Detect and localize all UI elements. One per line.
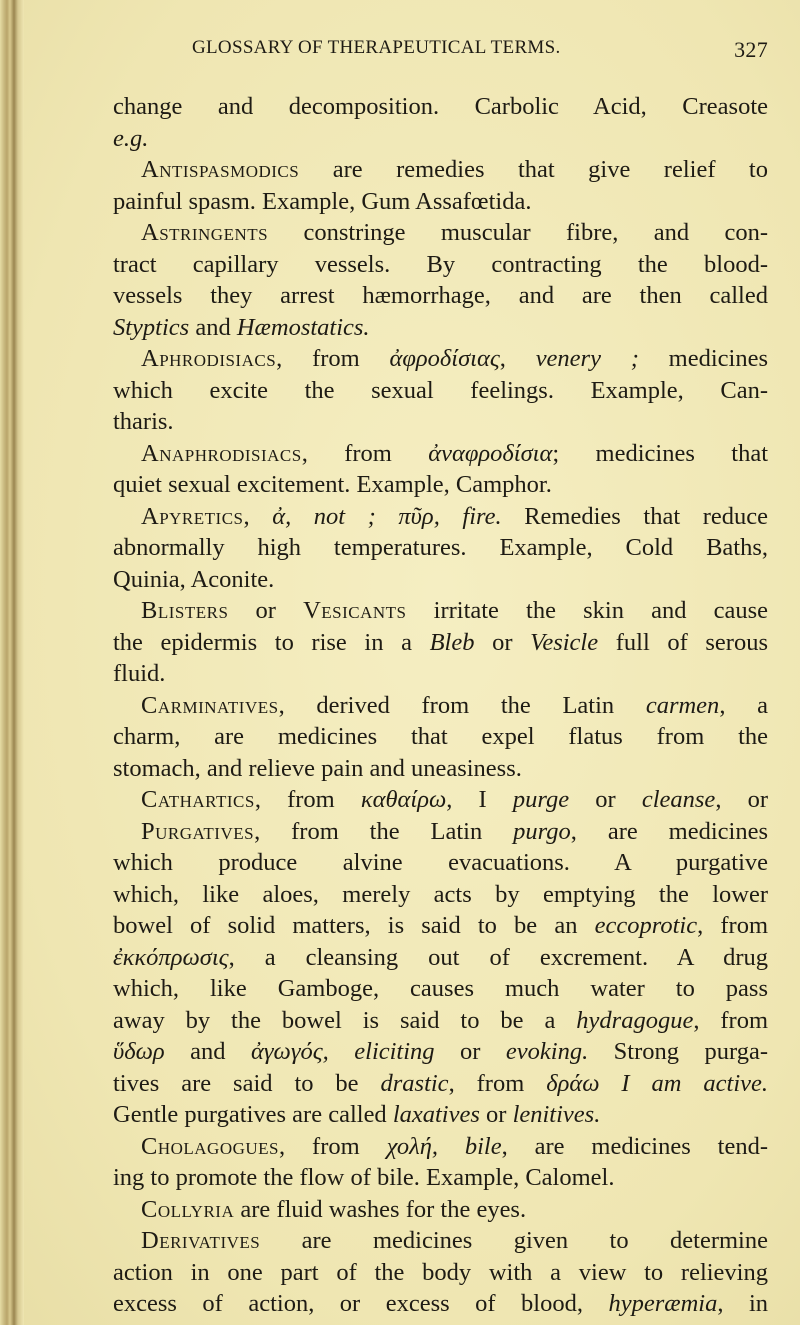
italic-text: carmen [645, 691, 720, 719]
glossary-term: Collyria [141, 1195, 235, 1223]
text-run: bowel of solid matters, is said to be an [113, 912, 595, 939]
text-line [113, 879, 768, 911]
text-run: , from [279, 1132, 387, 1160]
text-line [113, 501, 768, 533]
text-line [113, 595, 768, 627]
text-run: quiet sexual excitement. Example, Camphor. [113, 471, 552, 498]
text-line [113, 721, 768, 753]
text-line [113, 658, 768, 690]
glossary-term: Antispasmodics [141, 156, 300, 183]
text-line [113, 123, 768, 155]
glossary-term: Purgatives [141, 817, 255, 845]
text-run: or [228, 597, 304, 624]
text-line [113, 375, 768, 407]
text-run: and [189, 313, 237, 341]
text-run: Quinia, Aconite. [113, 565, 275, 593]
text-run: and [164, 1038, 252, 1065]
text-run: away by the bowel is said to be a [113, 1006, 577, 1034]
text-line [113, 343, 768, 375]
text-run: , derived from the Latin [278, 691, 646, 719]
text-run: tharis. [113, 408, 174, 435]
text-run: Remedies that reduce [501, 502, 768, 530]
running-header [192, 37, 768, 63]
italic-text: Vesicle [530, 628, 599, 656]
text-line [113, 280, 768, 312]
text-line [113, 753, 768, 785]
text-run: constringe muscular fibre, and con- [268, 219, 768, 246]
text-run: which excite the sexual feelings. Example, Can- [113, 376, 768, 404]
text-run: , [499, 345, 536, 372]
text-run: , are medicines tend- [501, 1132, 768, 1160]
text-line [113, 1288, 768, 1320]
text-run: which, like Gamboge, causes much water to pass [113, 975, 768, 1002]
glossary-term: Derivatives [141, 1227, 261, 1254]
text-line [113, 1068, 768, 1100]
text-run: , from [448, 1069, 547, 1097]
text-line [113, 249, 768, 281]
text-run: or [479, 1101, 513, 1128]
text-run: fluid. [113, 660, 166, 687]
text-line [113, 91, 768, 123]
text-line [113, 532, 768, 564]
text-run: , I [446, 786, 513, 813]
italic-text: Bleb [429, 628, 475, 656]
text-run: or [569, 786, 642, 813]
text-run: irritate the skin and cause [406, 597, 768, 624]
text-run: , from [254, 786, 361, 813]
text-run: , from [301, 439, 429, 467]
text-line [113, 1194, 768, 1226]
text-run: are fluid washes for the eyes. [234, 1195, 527, 1223]
book-binding-edge [0, 0, 24, 1325]
text-run: the epidermis to rise in a [113, 628, 430, 656]
running-title: GLOSSARY OF THERAPEUTICAL TERMS. [192, 37, 561, 58]
text-line [113, 438, 768, 470]
text-run: are remedies that give relief to [299, 156, 768, 183]
italic-text: evoking. [505, 1038, 589, 1065]
text-run: painful spasm. Example, Gum Assafœtida. [113, 187, 532, 215]
text-line [113, 1225, 768, 1257]
text-run: full of serous [598, 628, 768, 656]
text-run: Gentle purgatives are called [113, 1101, 393, 1128]
text-run: change and decomposition. Carbolic Acid, Creasote [113, 93, 768, 120]
text-run: , from [697, 912, 768, 939]
italic-text: laxatives [392, 1101, 480, 1128]
glossary-term: Cathartics [141, 786, 255, 813]
page-number: 327 [734, 37, 768, 62]
text-run: which produce alvine evacuations. A purgative [113, 849, 768, 876]
text-line [113, 154, 768, 186]
text-line [113, 1005, 768, 1037]
text-run: , a cleansing out of excrement. A drug [228, 943, 768, 971]
text-line [113, 217, 768, 249]
italic-text: venery ; [535, 345, 639, 372]
text-line [113, 847, 768, 879]
italic-text: καθαίρω [360, 786, 447, 813]
italic-text: purgo [513, 817, 571, 845]
text-line [113, 312, 768, 344]
text-run: or [474, 628, 531, 656]
italic-text: ἀ, not ; πῦρ, fire. [272, 502, 502, 530]
text-run: tract capillary vessels. By contracting the blood- [113, 250, 768, 278]
text-line [113, 1099, 768, 1131]
text-run: charm, are medicines that expel flatus from the [113, 723, 768, 750]
text-line [113, 564, 768, 596]
italic-text: ἀγωγός, eliciting [251, 1038, 435, 1065]
text-run: abnormally high temperatures. Example, Cold Baths, [113, 534, 768, 561]
text-line [113, 627, 768, 659]
italic-text: ἀναφροδίσια [428, 439, 553, 467]
text-line [113, 1036, 768, 1068]
italic-text: Styptics [113, 313, 190, 341]
glossary-term: Astringents [141, 219, 269, 246]
text-run: action in one part of the body with a view to relieving [113, 1258, 768, 1286]
text-run: stomach, and relieve pain and uneasiness. [113, 754, 522, 782]
text-run: tives are said to be [113, 1069, 381, 1097]
italic-text: drastic [380, 1069, 449, 1097]
italic-text: δράω I am active. [546, 1069, 768, 1097]
text-run: vessels they arrest hæmorrhage, and are then called [113, 282, 768, 309]
text-line [113, 784, 768, 816]
glossary-term: Apyretics [141, 502, 244, 530]
text-run: , [243, 502, 273, 530]
text-run: are medicines given to determine [260, 1227, 768, 1254]
glossary-term: Aphrodisiacs [141, 345, 277, 372]
text-run: ; medicines that [552, 439, 768, 467]
italic-text: e.g. [113, 124, 149, 152]
text-line [113, 816, 768, 848]
text-run: excess of action, or excess of blood, [113, 1290, 609, 1317]
italic-text: lenitives. [512, 1101, 601, 1128]
italic-text: hyperæmia [608, 1290, 718, 1317]
italic-text: hydragogue [576, 1006, 694, 1034]
glossary-term: Carminatives [141, 691, 279, 719]
italic-text: Hæmostatics. [236, 313, 370, 341]
text-line [113, 942, 768, 974]
text-line [113, 973, 768, 1005]
italic-text: eccoprotic [594, 912, 698, 939]
italic-text: ὕδωρ [113, 1038, 165, 1065]
text-line [113, 186, 768, 218]
italic-text: ἐκκόπρωσις [113, 943, 229, 971]
text-run: , are medicines [570, 817, 768, 845]
glossary-term: Cholagogues [141, 1132, 280, 1160]
text-run: , from the Latin [254, 817, 514, 845]
text-run: ing to promote the flow of bile. Example, Calomel. [113, 1164, 615, 1191]
text-line [113, 1162, 768, 1194]
text-line [113, 910, 768, 942]
text-line [113, 690, 768, 722]
text-run: , a [719, 691, 768, 719]
glossary-term: Vesicants [303, 597, 407, 624]
text-run: , in [717, 1290, 768, 1317]
text-run: , or [715, 786, 768, 813]
italic-text: purge [512, 786, 570, 813]
text-line [113, 406, 768, 438]
text-line [113, 1131, 768, 1163]
text-run: which, like aloes, merely acts by emptying the lower [113, 880, 768, 908]
text-run: Strong purga- [588, 1038, 768, 1065]
italic-text: ἀφροδίσιας [389, 345, 500, 372]
glossary-text [113, 91, 768, 1320]
text-line [113, 1257, 768, 1289]
text-line [113, 469, 768, 501]
text-run: , from [693, 1006, 768, 1034]
glossary-term: Anaphrodisiacs [141, 439, 302, 467]
italic-text: χολή, bile [386, 1132, 502, 1160]
glossary-term: Blisters [141, 597, 229, 624]
italic-text: cleanse [641, 786, 716, 813]
text-run: , from [276, 345, 390, 372]
text-run: or [434, 1038, 506, 1065]
text-run: medicines [638, 345, 768, 372]
